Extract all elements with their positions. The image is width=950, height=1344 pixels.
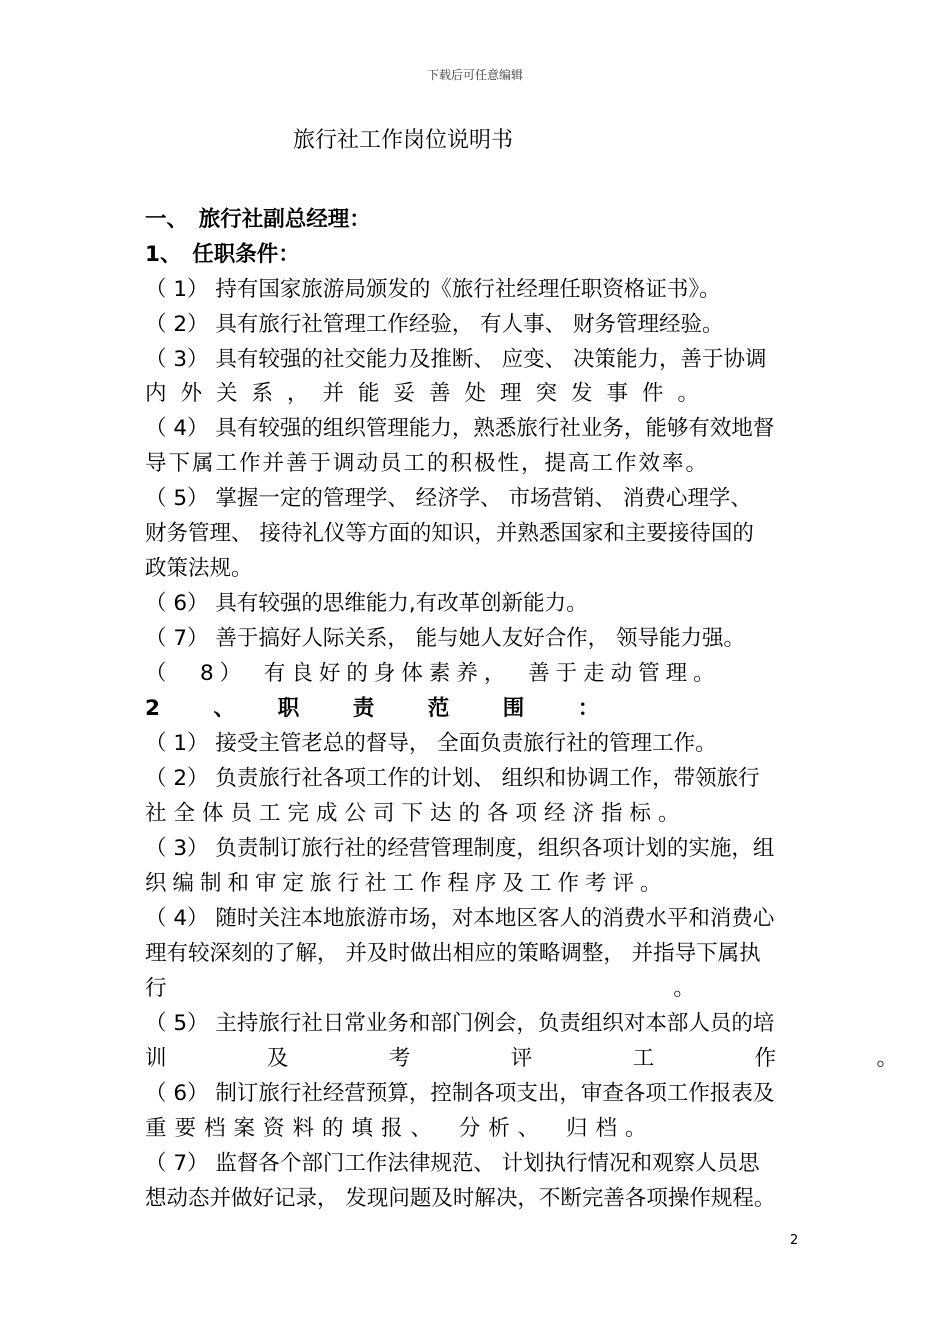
subsection-heading-responsibilities: 2 、 职 责 范 围 ： [145, 696, 616, 721]
responsibility-item-2-line2: 社全体员工完成公司下达的各项经济指标。 [145, 801, 687, 826]
page-number: 2 [790, 1233, 799, 1248]
qualification-item-5-line3: 政策法规。 [145, 556, 253, 581]
qualification-item-5-line1: （ 5） 掌握一定的管理学、 经济学、 市场营销、 消费心理学、 [145, 486, 752, 511]
responsibility-item-1: （ 1） 接受主管老总的督导， 全面负责旅行社的管理工作。 [145, 731, 717, 756]
header-note: 下载后可任意编辑 [426, 68, 523, 82]
qualification-item-5-line2: 财务管理、 接待礼仪等方面的知识，并熟悉国家和主要接待国的 [145, 521, 754, 546]
responsibility-item-5-line1: （ 5） 主持旅行社日常业务和部门例会，负责组织对本部人员的培 [145, 1011, 775, 1036]
subsection-heading-qualifications: 1、 任职条件： [145, 242, 300, 267]
qualification-item-3-line2: 内外关系，并能妥善处理突发事件。 [145, 381, 714, 406]
responsibility-item-4-line3: 行 。 [145, 976, 938, 1001]
qualification-item-1: （ 1） 持有国家旅游局颁发的《旅行社经理任职资格证书》。 [145, 277, 721, 302]
qualification-item-4-line2: 导下属工作并善于调动员工的积极性，提高工作效率。 [145, 451, 710, 476]
qualification-item-2: （ 2） 具有旅行社管理工作经验， 有人事、 财务管理经验。 [145, 312, 724, 337]
document-title: 旅行社工作岗位说明书 [293, 128, 514, 153]
qualification-item-8: （ 8） 有良好的身体素养， 善于走动管理。 [145, 661, 721, 686]
qualification-item-3-line1: （ 3） 具有较强的社交能力及推断、 应变、 决策能力，善于协调 [145, 347, 767, 372]
section-heading-deputy-gm: 一、 旅行社副总经理： [145, 207, 371, 232]
responsibility-item-4-line2: 理有较深刻的了解， 并及时做出相应的策略调整， 并指导下属执 [145, 941, 761, 966]
responsibility-item-2-line1: （ 2） 负责旅行社各项工作的计划、 组织和协调工作，带领旅行 [145, 766, 760, 791]
responsibility-item-3-line2: 织编制和审定旅行社工作程序及工作考评。 [145, 871, 668, 896]
responsibility-item-6-line1: （ 6） 制订旅行社经营预算，控制各项支出，审查各项工作报表及 [145, 1081, 775, 1106]
responsibility-item-3-line1: （ 3） 负责制订旅行社的经营管理制度，组织各项计划的实施，组 [145, 836, 775, 861]
qualification-item-6: （ 6） 具有较强的思维能力,有改革创新能力。 [145, 591, 588, 616]
responsibility-item-7-line2: 想动态并做好记录， 发现问题及时解决，不断完善各项操作规程。 [145, 1186, 776, 1211]
responsibility-item-4-line1: （ 4） 随时关注本地旅游市场，对本地区客人的消费水平和消费心 [145, 906, 775, 931]
responsibility-item-7-line1: （ 7） 监督各个部门工作法律规范、 计划执行情况和观察人员思 [145, 1151, 760, 1176]
qualification-item-4-line1: （ 4） 具有较强的组织管理能力，熟悉旅行社业务，能够有效地督 [145, 416, 775, 441]
responsibility-item-5-line2: 训 及 考 评 工 作 。 [145, 1046, 938, 1071]
qualification-item-7: （ 7） 善于搞好人际关系， 能与她人友好合作， 领导能力强。 [145, 626, 746, 651]
responsibility-item-6-line2: 重要档案资料的填报、 分析、 归档。 [145, 1116, 655, 1141]
